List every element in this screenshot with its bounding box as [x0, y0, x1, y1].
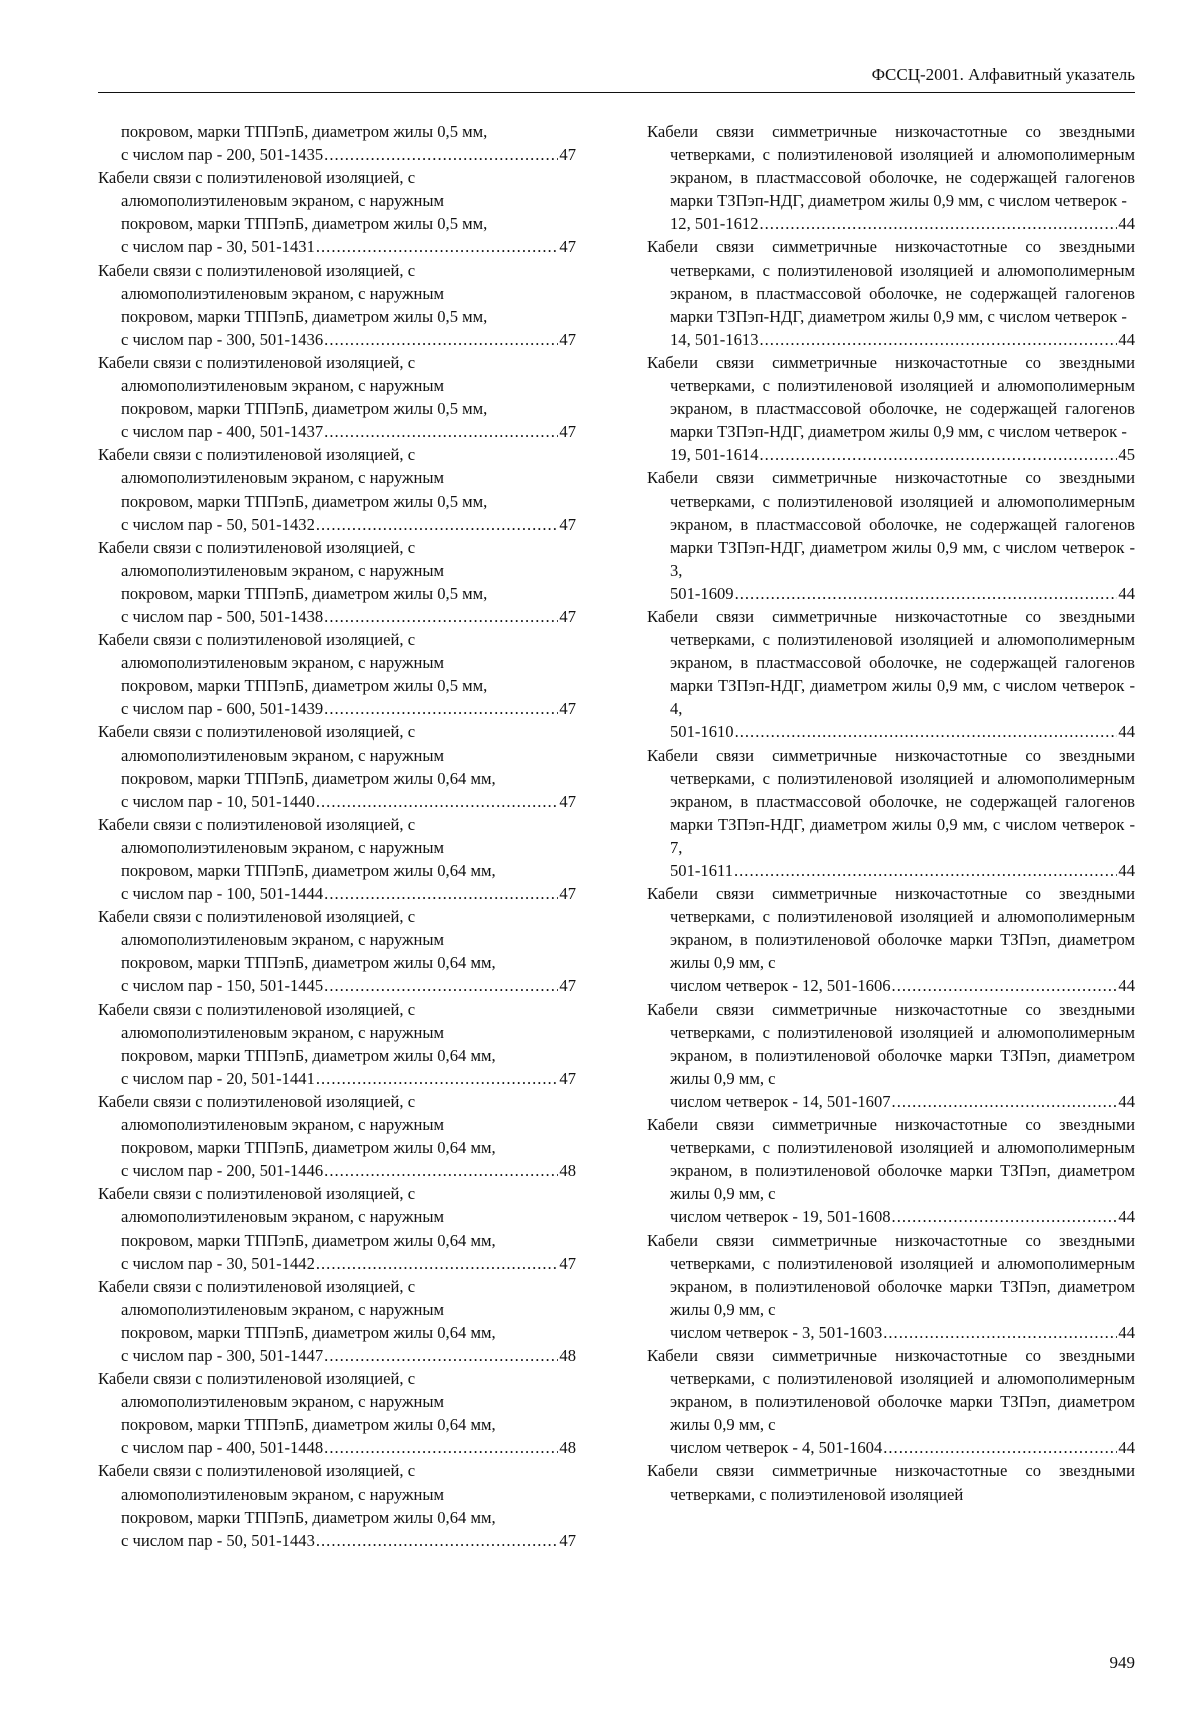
dot-leader [735, 720, 1118, 743]
entry-reference: 14, 501-1613 [670, 329, 759, 349]
dot-leader [324, 974, 558, 997]
entry-line: покровом, марки ТППэпБ, диаметром жилы 0,5 мм, [121, 676, 488, 696]
entry-page: 44 [1118, 861, 1135, 880]
dot-leader [316, 513, 559, 536]
dot-leader [316, 1529, 559, 1552]
index-column-right [647, 120, 1135, 1506]
entry-text: Кабели связи симметричные низкочастотные со звездными четверками, с полиэтиленовой изоляцией и алюмополимерным экраном, в пластмассовой оболочке, не содержащей галогенов марки ТЗПэп-НДГ, диаметром жилы 0,9 мм, с числом четверок - 4, [647, 606, 1135, 719]
entry-reference-line [670, 974, 1135, 997]
entry-reference-line [121, 1252, 576, 1275]
index-entry [98, 998, 576, 1090]
entry-reference-line [670, 582, 1135, 605]
entry-reference-line [670, 443, 1135, 466]
entry-reference: числом четверок - 14, 501-1607 [670, 1091, 891, 1111]
entry-reference: с числом пар - 100, 501-1444 [121, 884, 324, 904]
entry-reference-line [121, 1436, 576, 1459]
entry-reference: с числом пар - 400, 501-1448 [121, 1438, 324, 1458]
entry-reference-line [670, 1090, 1135, 1113]
index-entry [647, 1113, 1135, 1228]
index-entry [98, 1182, 576, 1274]
entry-line: Кабели связи с полиэтиленовой изоляцией, с [98, 999, 416, 1019]
entry-text: Кабели связи симметричные низкочастотные со звездными четверками, с полиэтиленовой изоляцией и алюмополимерным экраном, в пластмассовой оболочке, не содержащей галогенов марки ТЗПэп-НДГ, диаметром жилы 0,9 мм, с числом четверок - 7, [647, 745, 1135, 857]
entry-page: 47 [559, 1068, 576, 1088]
dot-leader [324, 605, 558, 628]
entry-page: 44 [1118, 976, 1135, 996]
entry-line: алюмополиэтиленовым экраном, с наружным [121, 283, 445, 303]
dot-leader [735, 582, 1118, 605]
entry-line: Кабели связи с полиэтиленовой изоляцией, с [98, 537, 416, 557]
running-header: ФССЦ-2001. Алфавитный указатель [871, 65, 1135, 84]
dot-leader [324, 1344, 558, 1367]
entry-line: алюмополиэтиленовым экраном, с наружным [121, 837, 445, 857]
entry-reference-line [670, 1436, 1135, 1459]
entry-reference: с числом пар - 200, 501-1435 [121, 145, 324, 165]
dot-leader [324, 1159, 558, 1182]
dot-leader [760, 328, 1118, 351]
entry-reference: с числом пар - 300, 501-1436 [121, 329, 324, 349]
entry-reference: с числом пар - 400, 501-1437 [121, 422, 324, 442]
entry-line: покровом, марки ТППэпБ, диаметром жилы 0,64 мм, [121, 861, 496, 880]
index-entry [98, 1275, 576, 1367]
entry-text: Кабели связи симметричные низкочастотные со звездными четверками, с полиэтиленовой изоляцией и алюмополимерным экраном, в полиэтиленовой оболочке марки ТЗПэп, диаметром жилы 0,9 мм, с [647, 1115, 1135, 1204]
dot-leader [892, 1205, 1118, 1228]
index-entry [647, 120, 1135, 235]
entry-reference: с числом пар - 30, 501-1442 [121, 1253, 315, 1273]
entry-page: 48 [559, 1161, 576, 1181]
entry-page: 47 [559, 145, 576, 165]
entry-page: 44 [1118, 722, 1135, 742]
index-entry [647, 351, 1135, 466]
index-entry [647, 998, 1135, 1113]
dot-leader [760, 443, 1118, 466]
entry-reference: с числом пар - 300, 501-1447 [121, 1345, 324, 1365]
entry-line: алюмополиэтиленовым экраном, с наружным [121, 468, 445, 488]
entry-reference-line [121, 605, 576, 628]
entry-reference: числом четверок - 19, 501-1608 [670, 1207, 891, 1227]
entry-line: покровом, марки ТППэпБ, диаметром жилы 0,64 мм, [121, 1230, 496, 1250]
entry-reference-line [121, 235, 576, 258]
entry-line: покровом, марки ТППэпБ, диаметром жилы 0,64 мм, [121, 953, 496, 973]
entry-page: 44 [1118, 1207, 1135, 1227]
page-number: 949 [1109, 1653, 1135, 1672]
index-entry [98, 1459, 576, 1551]
dot-leader [316, 1252, 559, 1275]
entry-reference: с числом пар - 200, 501-1446 [121, 1161, 324, 1181]
index-entry [98, 443, 576, 535]
entry-reference-line [121, 697, 576, 720]
entry-reference: с числом пар - 20, 501-1441 [121, 1068, 315, 1088]
entry-page: 44 [1118, 1091, 1135, 1111]
index-entry [647, 882, 1135, 997]
entry-text: Кабели связи симметричные низкочастотные со звездными четверками, с полиэтиленовой изоляцией и алюмополимерным экраном, в полиэтиленовой оболочке марки ТЗПэп, диаметром жилы 0,9 мм, с [647, 1345, 1135, 1435]
index-entry [98, 813, 576, 905]
entry-line: покровом, марки ТППэпБ, диаметром жилы 0,5 мм, [121, 122, 488, 141]
entry-line: покровом, марки ТППэпБ, диаметром жилы 0,64 мм, [121, 1045, 496, 1065]
entry-line: алюмополиэтиленовым экраном, с наружным [121, 1299, 445, 1319]
entry-line: Кабели связи с полиэтиленовой изоляцией, с [98, 445, 416, 465]
index-entry [98, 628, 576, 720]
index-column-left [98, 120, 576, 1552]
dot-leader [883, 1321, 1117, 1344]
index-entry [98, 166, 576, 258]
entry-page: 48 [559, 1345, 576, 1365]
entry-reference-line [670, 720, 1135, 743]
index-entry [98, 1090, 576, 1182]
entry-text: Кабели связи симметричные низкочастотные со звездными четверками, с полиэтиленовой изоляцией [647, 1461, 1135, 1504]
entry-reference: 501-1611 [670, 861, 733, 880]
entry-reference: числом четверок - 4, 501-1604 [670, 1438, 883, 1458]
entry-line: Кабели связи с полиэтиленовой изоляцией, с [98, 352, 416, 372]
entry-reference: 12, 501-1612 [670, 214, 759, 234]
entry-reference: с числом пар - 30, 501-1431 [121, 237, 315, 257]
entry-reference: с числом пар - 10, 501-1440 [121, 791, 315, 811]
dot-leader [324, 143, 558, 166]
entry-line: алюмополиэтиленовым экраном, с наружным [121, 560, 445, 580]
entry-line: алюмополиэтиленовым экраном, с наружным [121, 376, 445, 396]
entry-reference-line [670, 1205, 1135, 1228]
entry-line: покровом, марки ТППэпБ, диаметром жилы 0,5 мм, [121, 214, 488, 234]
entry-line: Кабели связи с полиэтиленовой изоляцией, с [98, 630, 416, 650]
index-entry [98, 536, 576, 628]
entry-text: Кабели связи симметричные низкочастотные со звездными четверками, с полиэтиленовой изоляцией и алюмополимерным экраном, в полиэтиленовой оболочке марки ТЗПэп, диаметром жилы 0,9 мм, с [647, 999, 1135, 1088]
entry-reference: 501-1610 [670, 722, 734, 742]
dot-leader [324, 882, 558, 905]
entry-reference: с числом пар - 50, 501-1443 [121, 1530, 315, 1550]
entry-page: 47 [559, 237, 576, 257]
entry-reference-line [670, 1321, 1135, 1344]
entry-line: алюмополиэтиленовым экраном, с наружным [121, 1207, 445, 1227]
entry-line: Кабели связи с полиэтиленовой изоляцией, с [98, 722, 416, 742]
entry-page: 47 [559, 422, 576, 442]
dot-leader [892, 1090, 1118, 1113]
entry-reference: 501-1609 [670, 583, 734, 603]
index-entry [647, 1344, 1135, 1459]
entry-line: алюмополиэтиленовым экраном, с наружным [121, 1115, 445, 1135]
index-entry [98, 905, 576, 997]
dot-leader [316, 235, 559, 258]
entry-line: алюмополиэтиленовым экраном, с наружным [121, 930, 445, 950]
entry-line: покровом, марки ТППэпБ, диаметром жилы 0,64 мм, [121, 1138, 496, 1158]
dot-leader [324, 697, 558, 720]
entry-line: алюмополиэтиленовым экраном, с наружным [121, 745, 445, 765]
entry-line: алюмополиэтиленовым экраном, с наружным [121, 1022, 445, 1042]
entry-line: алюмополиэтиленовым экраном, с наружным [121, 1484, 445, 1504]
entry-line: Кабели связи с полиэтиленовой изоляцией, с [98, 1276, 416, 1296]
entry-page: 47 [559, 329, 576, 349]
index-entry [98, 1367, 576, 1459]
entry-page: 47 [559, 1253, 576, 1273]
dot-leader [316, 790, 559, 813]
entry-reference-line [670, 328, 1135, 351]
entry-reference-line [670, 859, 1135, 882]
header-rule [98, 92, 1135, 93]
entry-reference-line [121, 328, 576, 351]
dot-leader [734, 859, 1117, 882]
entry-page: 47 [559, 514, 576, 534]
entry-line: Кабели связи с полиэтиленовой изоляцией, с [98, 814, 416, 834]
entry-line: покровом, марки ТППэпБ, диаметром жилы 0,64 мм, [121, 768, 496, 788]
entry-reference: 19, 501-1614 [670, 445, 759, 465]
entry-text: Кабели связи симметричные низкочастотные со звездными четверками, с полиэтиленовой изоляцией и алюмополимерным экраном, в полиэтиленовой оболочке марки ТЗПэп, диаметром жилы 0,9 мм, с [647, 884, 1135, 973]
entry-reference-line [121, 420, 576, 443]
dot-leader [883, 1436, 1117, 1459]
entry-line: Кабели связи с полиэтиленовой изоляцией, с [98, 907, 416, 927]
entry-reference-line [121, 513, 576, 536]
entry-page: 44 [1118, 1322, 1135, 1342]
entry-reference-line [121, 882, 576, 905]
entry-line: алюмополиэтиленовым экраном, с наружным [121, 191, 445, 211]
entry-page: 47 [559, 884, 576, 904]
entry-reference: с числом пар - 50, 501-1432 [121, 514, 315, 534]
dot-leader [324, 1436, 558, 1459]
entry-reference: с числом пар - 150, 501-1445 [121, 976, 324, 996]
index-entry [647, 1229, 1135, 1344]
entry-reference-line [670, 212, 1135, 235]
index-entry [647, 466, 1135, 605]
dot-leader [324, 420, 558, 443]
entry-reference: с числом пар - 500, 501-1438 [121, 606, 324, 626]
entry-reference-line [121, 1159, 576, 1182]
entry-page: 47 [559, 791, 576, 811]
entry-line: покровом, марки ТППэпБ, диаметром жилы 0,5 мм, [121, 306, 488, 326]
index-entry [98, 351, 576, 443]
entry-page: 44 [1118, 1438, 1135, 1458]
entry-reference-line [121, 1067, 576, 1090]
index-entry [647, 744, 1135, 883]
entry-reference: числом четверок - 12, 501-1606 [670, 976, 891, 996]
index-entry [647, 1459, 1135, 1505]
entry-line: алюмополиэтиленовым экраном, с наружным [121, 1392, 445, 1412]
entry-line: покровом, марки ТППэпБ, диаметром жилы 0,64 мм, [121, 1415, 496, 1435]
entry-line: Кабели связи с полиэтиленовой изоляцией, с [98, 260, 416, 280]
entry-text: Кабели связи симметричные низкочастотные со звездными четверками, с полиэтиленовой изоляцией и алюмополимерным экраном, в пластмассовой оболочке, не содержащей галогенов марки ТЗПэп-НДГ, диаметром жилы 0,9 мм, с числом четверок - [647, 122, 1135, 211]
index-entry [98, 720, 576, 812]
entry-page: 47 [559, 976, 576, 996]
entry-page: 44 [1118, 329, 1135, 349]
entry-line: Кабели связи с полиэтиленовой изоляцией, с [98, 168, 416, 188]
entry-page: 45 [1118, 445, 1135, 465]
entry-page: 47 [559, 606, 576, 626]
entry-text: Кабели связи симметричные низкочастотные со звездными четверками, с полиэтиленовой изоляцией и алюмополимерным экраном, в пластмассовой оболочке, не содержащей галогенов марки ТЗПэп-НДГ, диаметром жилы 0,9 мм, с числом четверок - 3, [647, 468, 1135, 580]
entry-text: Кабели связи симметричные низкочастотные со звездными четверками, с полиэтиленовой изоляцией и алюмополимерным экраном, в пластмассовой оболочке, не содержащей галогенов марки ТЗПэп-НДГ, диаметром жилы 0,9 мм, с числом четверок - [647, 237, 1135, 326]
entry-reference: числом четверок - 3, 501-1603 [670, 1322, 883, 1342]
entry-reference-line [121, 143, 576, 166]
entry-line: Кабели связи с полиэтиленовой изоляцией, с [98, 1369, 416, 1389]
entry-page: 47 [559, 699, 576, 719]
dot-leader [892, 974, 1118, 997]
entry-page: 44 [1118, 214, 1135, 234]
dot-leader [324, 328, 558, 351]
entry-page: 48 [559, 1438, 576, 1458]
index-entry [98, 120, 576, 166]
entry-page: 47 [559, 1530, 576, 1550]
entry-reference-line [121, 974, 576, 997]
entry-reference-line [121, 1529, 576, 1552]
entry-line: алюмополиэтиленовым экраном, с наружным [121, 653, 445, 673]
entry-reference: с числом пар - 600, 501-1439 [121, 699, 324, 719]
entry-line: покровом, марки ТППэпБ, диаметром жилы 0,5 мм, [121, 399, 488, 419]
dot-leader [760, 212, 1118, 235]
entry-text: Кабели связи симметричные низкочастотные со звездными четверками, с полиэтиленовой изоляцией и алюмополимерным экраном, в полиэтиленовой оболочке марки ТЗПэп, диаметром жилы 0,9 мм, с [647, 1230, 1135, 1319]
index-entry [98, 259, 576, 351]
entry-line: покровом, марки ТППэпБ, диаметром жилы 0,64 мм, [121, 1507, 496, 1527]
entry-line: покровом, марки ТППэпБ, диаметром жилы 0,5 мм, [121, 491, 488, 511]
entry-line: Кабели связи с полиэтиленовой изоляцией, с [98, 1461, 416, 1481]
entry-reference-line [121, 790, 576, 813]
index-entry [647, 605, 1135, 744]
entry-line: Кабели связи с полиэтиленовой изоляцией, с [98, 1184, 416, 1204]
dot-leader [316, 1067, 559, 1090]
entry-text: Кабели связи симметричные низкочастотные со звездными четверками, с полиэтиленовой изоляцией и алюмополимерным экраном, в пластмассовой оболочке, не содержащей галогенов марки ТЗПэп-НДГ, диаметром жилы 0,9 мм, с числом четверок - [647, 352, 1135, 442]
entry-line: покровом, марки ТППэпБ, диаметром жилы 0,64 мм, [121, 1322, 496, 1342]
entry-reference-line [121, 1344, 576, 1367]
entry-line: Кабели связи с полиэтиленовой изоляцией, с [98, 1091, 416, 1111]
index-entry [647, 235, 1135, 350]
entry-page: 44 [1118, 583, 1135, 603]
entry-line: покровом, марки ТППэпБ, диаметром жилы 0,5 мм, [121, 583, 488, 603]
